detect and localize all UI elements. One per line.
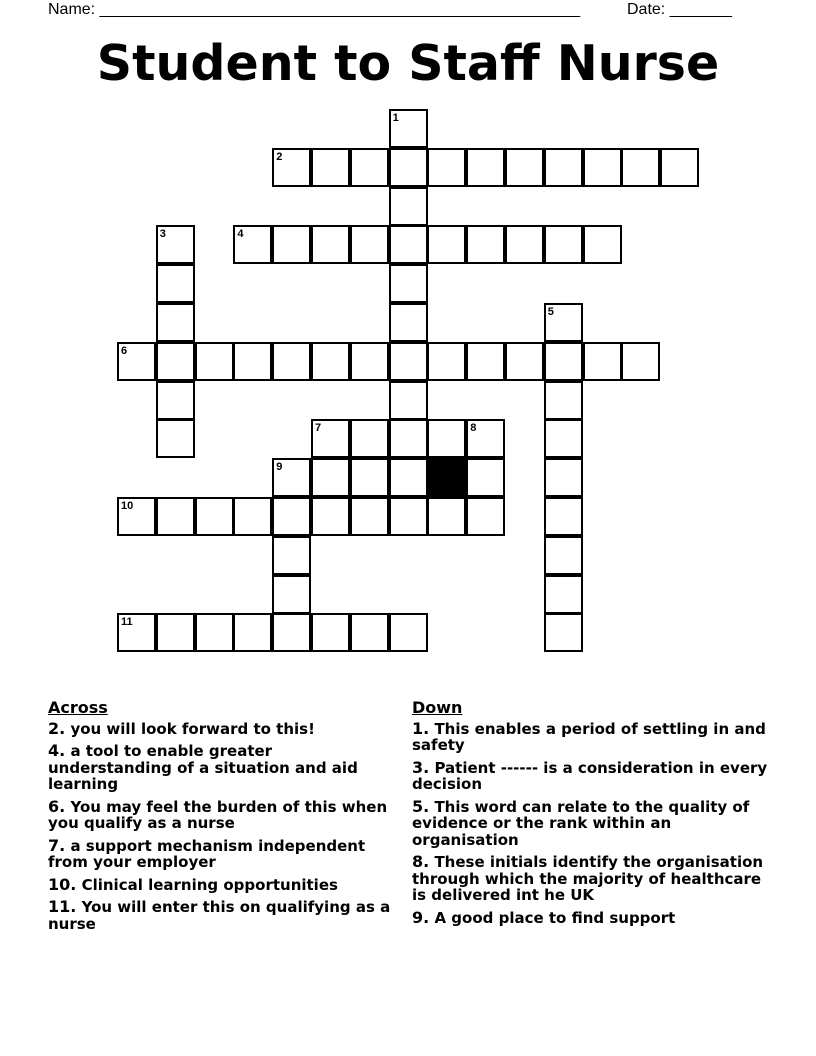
grid-cell[interactable] bbox=[505, 148, 544, 187]
clue-number: 3. bbox=[412, 757, 430, 777]
grid-cell[interactable] bbox=[156, 381, 195, 420]
grid-cell[interactable] bbox=[195, 497, 234, 536]
grid-cell[interactable] bbox=[350, 613, 389, 652]
grid-cell[interactable] bbox=[583, 342, 622, 381]
clue-number: 10. bbox=[48, 874, 77, 894]
across-clues bbox=[48, 700, 393, 938]
clue-number: 7. bbox=[48, 835, 66, 855]
grid-cell[interactable] bbox=[156, 419, 195, 458]
grid-cell[interactable] bbox=[544, 419, 583, 458]
clue-number: 1. bbox=[412, 718, 430, 738]
clue-number-label: 8 bbox=[470, 422, 477, 435]
grid-cell[interactable] bbox=[156, 264, 195, 303]
grid-cell[interactable] bbox=[544, 536, 583, 575]
down-heading: Down bbox=[412, 698, 463, 717]
clue-text: a tool to enable greater understanding of a situation and aid learning bbox=[48, 742, 358, 793]
grid-cell[interactable] bbox=[621, 148, 660, 187]
grid-cell[interactable] bbox=[156, 225, 195, 264]
grid-cell[interactable] bbox=[311, 613, 350, 652]
date-field-label[interactable]: Date: _______ bbox=[627, 1, 732, 18]
across-clue bbox=[48, 743, 393, 793]
across-clue bbox=[48, 796, 393, 832]
grid-cell[interactable] bbox=[544, 575, 583, 614]
clue-text: These initials identify the organisation through which the majority of healthcare is delivered int he UK bbox=[412, 853, 764, 904]
clue-number: 8. bbox=[412, 852, 430, 871]
grid-cell[interactable] bbox=[311, 497, 350, 536]
grid-cell[interactable] bbox=[389, 187, 428, 226]
clue-number: 6. bbox=[48, 796, 66, 816]
grid-cell[interactable] bbox=[272, 575, 311, 614]
clue-number-label: 1 bbox=[392, 112, 399, 124]
grid-cell[interactable] bbox=[505, 225, 544, 264]
grid-cell[interactable] bbox=[427, 225, 466, 264]
grid-cell[interactable] bbox=[350, 225, 389, 264]
across-clue bbox=[48, 874, 393, 894]
clue-text: You will enter this on qualifying as a nurse bbox=[48, 898, 391, 933]
grid-cell[interactable] bbox=[544, 458, 583, 497]
grid-cell[interactable] bbox=[389, 613, 428, 652]
grid-cell[interactable] bbox=[389, 381, 428, 420]
grid-cell[interactable] bbox=[389, 225, 428, 264]
grid-cell[interactable] bbox=[505, 342, 544, 381]
grid-cell[interactable] bbox=[544, 497, 583, 536]
grid-cell[interactable] bbox=[466, 419, 505, 458]
grid-cell[interactable] bbox=[389, 109, 428, 148]
grid-cell[interactable] bbox=[583, 148, 622, 187]
grid-cell[interactable] bbox=[427, 419, 466, 458]
clue-text: Patient ------ is a consideration in every decision bbox=[412, 758, 768, 793]
blocked-cell bbox=[427, 458, 466, 497]
clue-number: 4. bbox=[48, 741, 66, 760]
down-clue bbox=[412, 796, 772, 849]
grid-cell[interactable] bbox=[117, 497, 156, 536]
grid-cell[interactable] bbox=[427, 497, 466, 536]
grid-cell[interactable] bbox=[389, 497, 428, 536]
grid-cell[interactable] bbox=[660, 148, 699, 187]
clue-text: you will look forward to this! bbox=[70, 719, 315, 738]
grid-cell[interactable] bbox=[350, 342, 389, 381]
clue-number-label: 4 bbox=[237, 228, 244, 241]
clue-number: 9. bbox=[412, 907, 430, 927]
clue-number-label: 3 bbox=[159, 228, 166, 241]
clue-text: You may feel the burden of this when you qualify as a nurse bbox=[48, 797, 388, 832]
clue-number-label: 2 bbox=[276, 150, 283, 163]
grid-cell[interactable] bbox=[117, 613, 156, 652]
grid-cell[interactable] bbox=[544, 148, 583, 187]
grid-cell[interactable] bbox=[389, 342, 428, 381]
grid-cell[interactable] bbox=[427, 342, 466, 381]
grid-cell[interactable] bbox=[272, 148, 311, 187]
down-clues bbox=[412, 700, 772, 932]
clue-number: 11. bbox=[48, 897, 77, 916]
clue-number: 5. bbox=[412, 796, 430, 816]
grid-cell[interactable] bbox=[583, 225, 622, 264]
grid-cell[interactable] bbox=[544, 381, 583, 420]
grid-cell[interactable] bbox=[311, 419, 350, 458]
grid-cell[interactable] bbox=[466, 458, 505, 497]
grid-cell[interactable] bbox=[466, 148, 505, 187]
grid-cell[interactable] bbox=[350, 419, 389, 458]
grid-cell[interactable] bbox=[311, 225, 350, 264]
clue-number-label: 9 bbox=[276, 461, 283, 474]
grid-cell[interactable] bbox=[156, 497, 195, 536]
grid-cell[interactable] bbox=[272, 613, 311, 652]
grid-cell[interactable] bbox=[117, 342, 156, 381]
grid-cell[interactable] bbox=[195, 342, 234, 381]
name-field-label[interactable]: Name: ______________________________________________________ bbox=[48, 1, 581, 18]
clue-text: This enables a period of settling in and safety bbox=[412, 719, 766, 754]
grid-cell[interactable] bbox=[233, 342, 272, 381]
across-clue bbox=[48, 899, 393, 932]
grid-cell[interactable] bbox=[156, 342, 195, 381]
grid-cell[interactable] bbox=[544, 303, 583, 342]
grid-cell[interactable] bbox=[544, 225, 583, 264]
grid-cell[interactable] bbox=[233, 497, 272, 536]
grid-cell[interactable] bbox=[389, 303, 428, 342]
clue-number: 2. bbox=[48, 718, 66, 738]
grid-cell[interactable] bbox=[350, 148, 389, 187]
down-clue bbox=[412, 854, 772, 904]
grid-cell[interactable] bbox=[389, 458, 428, 497]
grid-cell[interactable] bbox=[427, 148, 466, 187]
grid-cell[interactable] bbox=[156, 613, 195, 652]
grid-cell[interactable] bbox=[156, 303, 195, 342]
grid-cell[interactable] bbox=[195, 613, 234, 652]
across-clue bbox=[48, 835, 393, 871]
clue-number-label: 6 bbox=[121, 344, 128, 357]
clue-number-label: 5 bbox=[547, 306, 554, 318]
grid-cell[interactable] bbox=[544, 342, 583, 381]
grid-cell[interactable] bbox=[389, 419, 428, 458]
grid-cell[interactable] bbox=[311, 148, 350, 187]
down-clue bbox=[412, 718, 772, 754]
grid-cell[interactable] bbox=[233, 613, 272, 652]
down-clue bbox=[412, 907, 772, 927]
grid-cell[interactable] bbox=[272, 536, 311, 575]
grid-cell[interactable] bbox=[350, 497, 389, 536]
across-heading: Across bbox=[48, 698, 108, 717]
clue-number-label: 10 bbox=[121, 500, 134, 512]
grid-cell[interactable] bbox=[621, 342, 660, 381]
clue-text: This word can relate to the quality of evidence or the rank within an organisation bbox=[412, 797, 750, 849]
grid-cell[interactable] bbox=[272, 342, 311, 381]
clue-number-label: 11 bbox=[121, 616, 133, 629]
clue-text: Clinical learning opportunities bbox=[81, 875, 338, 894]
grid-cell[interactable] bbox=[272, 458, 311, 497]
grid-cell[interactable] bbox=[272, 497, 311, 536]
across-clue bbox=[48, 718, 393, 738]
clue-text: a support mechanism independent from your employer bbox=[48, 836, 366, 871]
clue-text: A good place to find support bbox=[434, 908, 676, 927]
grid-cell[interactable] bbox=[389, 148, 428, 187]
grid-cell[interactable] bbox=[350, 458, 389, 497]
grid-cell[interactable] bbox=[233, 225, 272, 264]
grid-cell[interactable] bbox=[466, 497, 505, 536]
page-title: Student to Staff Nurse bbox=[96, 35, 720, 92]
grid-cell[interactable] bbox=[311, 458, 350, 497]
down-clue bbox=[412, 757, 772, 793]
grid-cell[interactable] bbox=[544, 613, 583, 652]
clue-number-label: 7 bbox=[315, 422, 322, 435]
grid-cell[interactable] bbox=[389, 264, 428, 303]
grid-cell[interactable] bbox=[466, 225, 505, 264]
grid-cell[interactable] bbox=[272, 225, 311, 264]
grid-cell[interactable] bbox=[466, 342, 505, 381]
grid-cell[interactable] bbox=[311, 342, 350, 381]
